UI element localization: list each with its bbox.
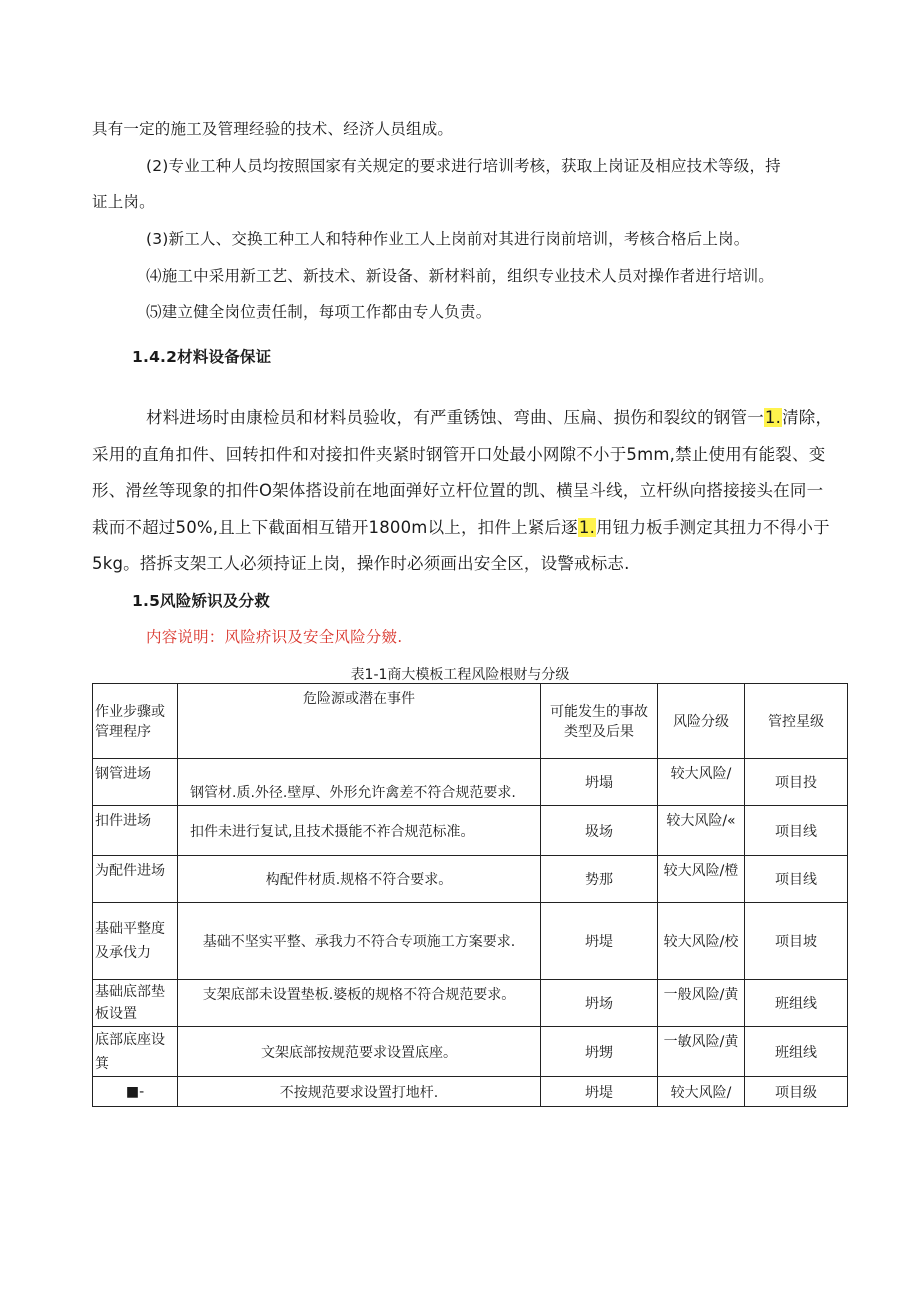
text-run: 栽而不超过50%,且上下截面相互错开1800m以上，扣件上紧后逐 (92, 518, 578, 537)
cell-hazard: 构配件材质.规格不符合要求。 (178, 856, 541, 903)
cell-accident: 坍堤 (541, 903, 658, 980)
section-heading: 1.5风险矫识及分救 (132, 592, 270, 610)
cell-control: 项目投 (745, 759, 848, 806)
cell-step: 钢管进场 (93, 759, 178, 806)
text-run: 材料进场时由康检员和材料员验收，有严重锈蚀、弯曲、压扁、损伤和裂纹的钢管一 (146, 408, 764, 427)
paragraph-line: (3)新工人、交换工种工人和特种作业工人上岗前对其进行岗前培训，考核合格后上岗。 (146, 230, 750, 248)
cell-control: 项目线 (745, 856, 848, 903)
cell-accident: 坍场 (541, 980, 658, 1027)
paragraph-line: (2)专业工种人员均按照国家有关规定的要求进行培训考核，获取上岗证及相应技术等级，持 (146, 157, 781, 175)
cell-step: ■- (93, 1077, 178, 1107)
paragraph-line: 具有一定的施工及管理经验的技术、经济人员组成。 (92, 120, 454, 138)
header-text: 作业步骤或 (95, 704, 165, 720)
cell-control: 班组线 (745, 1027, 848, 1077)
cell-hazard: 文架底部按规范要求设置底座。 (178, 1027, 541, 1077)
table-row (93, 806, 848, 856)
cell-risk: 一敏风险/黄 (658, 1027, 745, 1077)
table-row (93, 759, 848, 806)
text-run: 清除， (782, 408, 833, 427)
table-row (93, 1077, 848, 1107)
materials-line-1 (146, 404, 832, 428)
cell-step: 底部底座设箕 (93, 1027, 178, 1077)
cell-accident: 圾场 (541, 806, 658, 856)
cell-hazard: 钢管材.质.外径.壁厚、外形允许禽差不符合规范要求. (178, 759, 541, 806)
paragraph-line: ⑷施工中采用新工艺、新技术、新设备、新材料前，组织专业技术人员对操作者进行培训。 (146, 267, 775, 285)
table-row (93, 903, 848, 980)
cell-step: 基础底部垫板设置 (93, 980, 178, 1027)
cell-hazard: 基础不坚实平整、承我力不符合专项施工方案要求. (178, 903, 541, 980)
paragraph-line: 证上岗。 (92, 193, 155, 211)
cell-control: 班组线 (745, 980, 848, 1027)
materials-line-3: 形、滑丝等现象的扣件O架体搭设前在地面弹好立杆位置的凯、横呈斗线，立杆纵向搭接接头在同一 (92, 481, 824, 500)
materials-line-4 (92, 514, 830, 538)
cell-hazard: 支架底部未设置垫板.婆板的规格不符合规范要求。 (178, 980, 541, 1027)
header-hazard: 危险源或潜在事件 (178, 684, 541, 759)
cell-risk: 较大风险/« (658, 806, 745, 856)
header-text: 类型及后果 (564, 724, 634, 740)
table-row (93, 1027, 848, 1077)
cell-hazard: 扣件未进行复试,且技术摄能不祚合规范标准。 (178, 806, 541, 856)
cell-hazard: 不按规范要求设置打地杆. (178, 1077, 541, 1107)
header-text: 管理程序 (95, 724, 151, 740)
highlight-mark: 1. (578, 518, 596, 537)
materials-line-5: 5kg。搭拆支架工人必须持证上岗，操作时必须画出安全区，设警戒标志. (92, 554, 630, 573)
section-heading: 1.4.2材料设备保证 (132, 348, 272, 366)
cell-risk: 较大风险/ (658, 1077, 745, 1107)
cell-risk: 较大风险/ (658, 759, 745, 806)
cell-accident: 坍堤 (541, 1077, 658, 1107)
header-accident (541, 684, 658, 759)
cell-risk: 较大风险/校 (658, 903, 745, 980)
materials-line-2: 采用的直角扣件、回转扣件和对接扣件夹紧时钢管开口处最小网隙不小于5mm,禁止使用有能裂、变 (92, 445, 826, 464)
table-row (93, 980, 848, 1027)
table-caption: 表1-1商大模板工程风险根财与分级 (350, 667, 570, 683)
header-step (93, 684, 178, 759)
cell-accident: 势那 (541, 856, 658, 903)
cell-accident: 坍甥 (541, 1027, 658, 1077)
header-text: 可能发生的事故 (550, 704, 648, 720)
table-header-row (93, 684, 848, 759)
cell-step: 基础平整度及承伐力 (93, 903, 178, 980)
header-risk: 风险分级 (658, 684, 745, 759)
paragraph-line: ⑸建立健全岗位责任制，每项工作都由专人负责。 (146, 303, 492, 321)
cell-risk: 较大风险/橙 (658, 856, 745, 903)
highlight-mark: 1. (764, 408, 782, 427)
cell-risk: 一般风险/黄 (658, 980, 745, 1027)
header-control: 管控星级 (745, 684, 848, 759)
cell-control: 项目坡 (745, 903, 848, 980)
text-run: 用钮力板手测定其扭力不得小于 (596, 518, 830, 537)
cell-accident: 坍塌 (541, 759, 658, 806)
cell-step: 为配件进场 (93, 856, 178, 903)
table-row (93, 856, 848, 903)
content-note: 内容说明：风险疥识及安全风险分皴. (146, 628, 403, 646)
cell-step: 扣件进场 (93, 806, 178, 856)
risk-table (92, 683, 848, 1107)
cell-control: 项目级 (745, 1077, 848, 1107)
cell-control: 项目线 (745, 806, 848, 856)
